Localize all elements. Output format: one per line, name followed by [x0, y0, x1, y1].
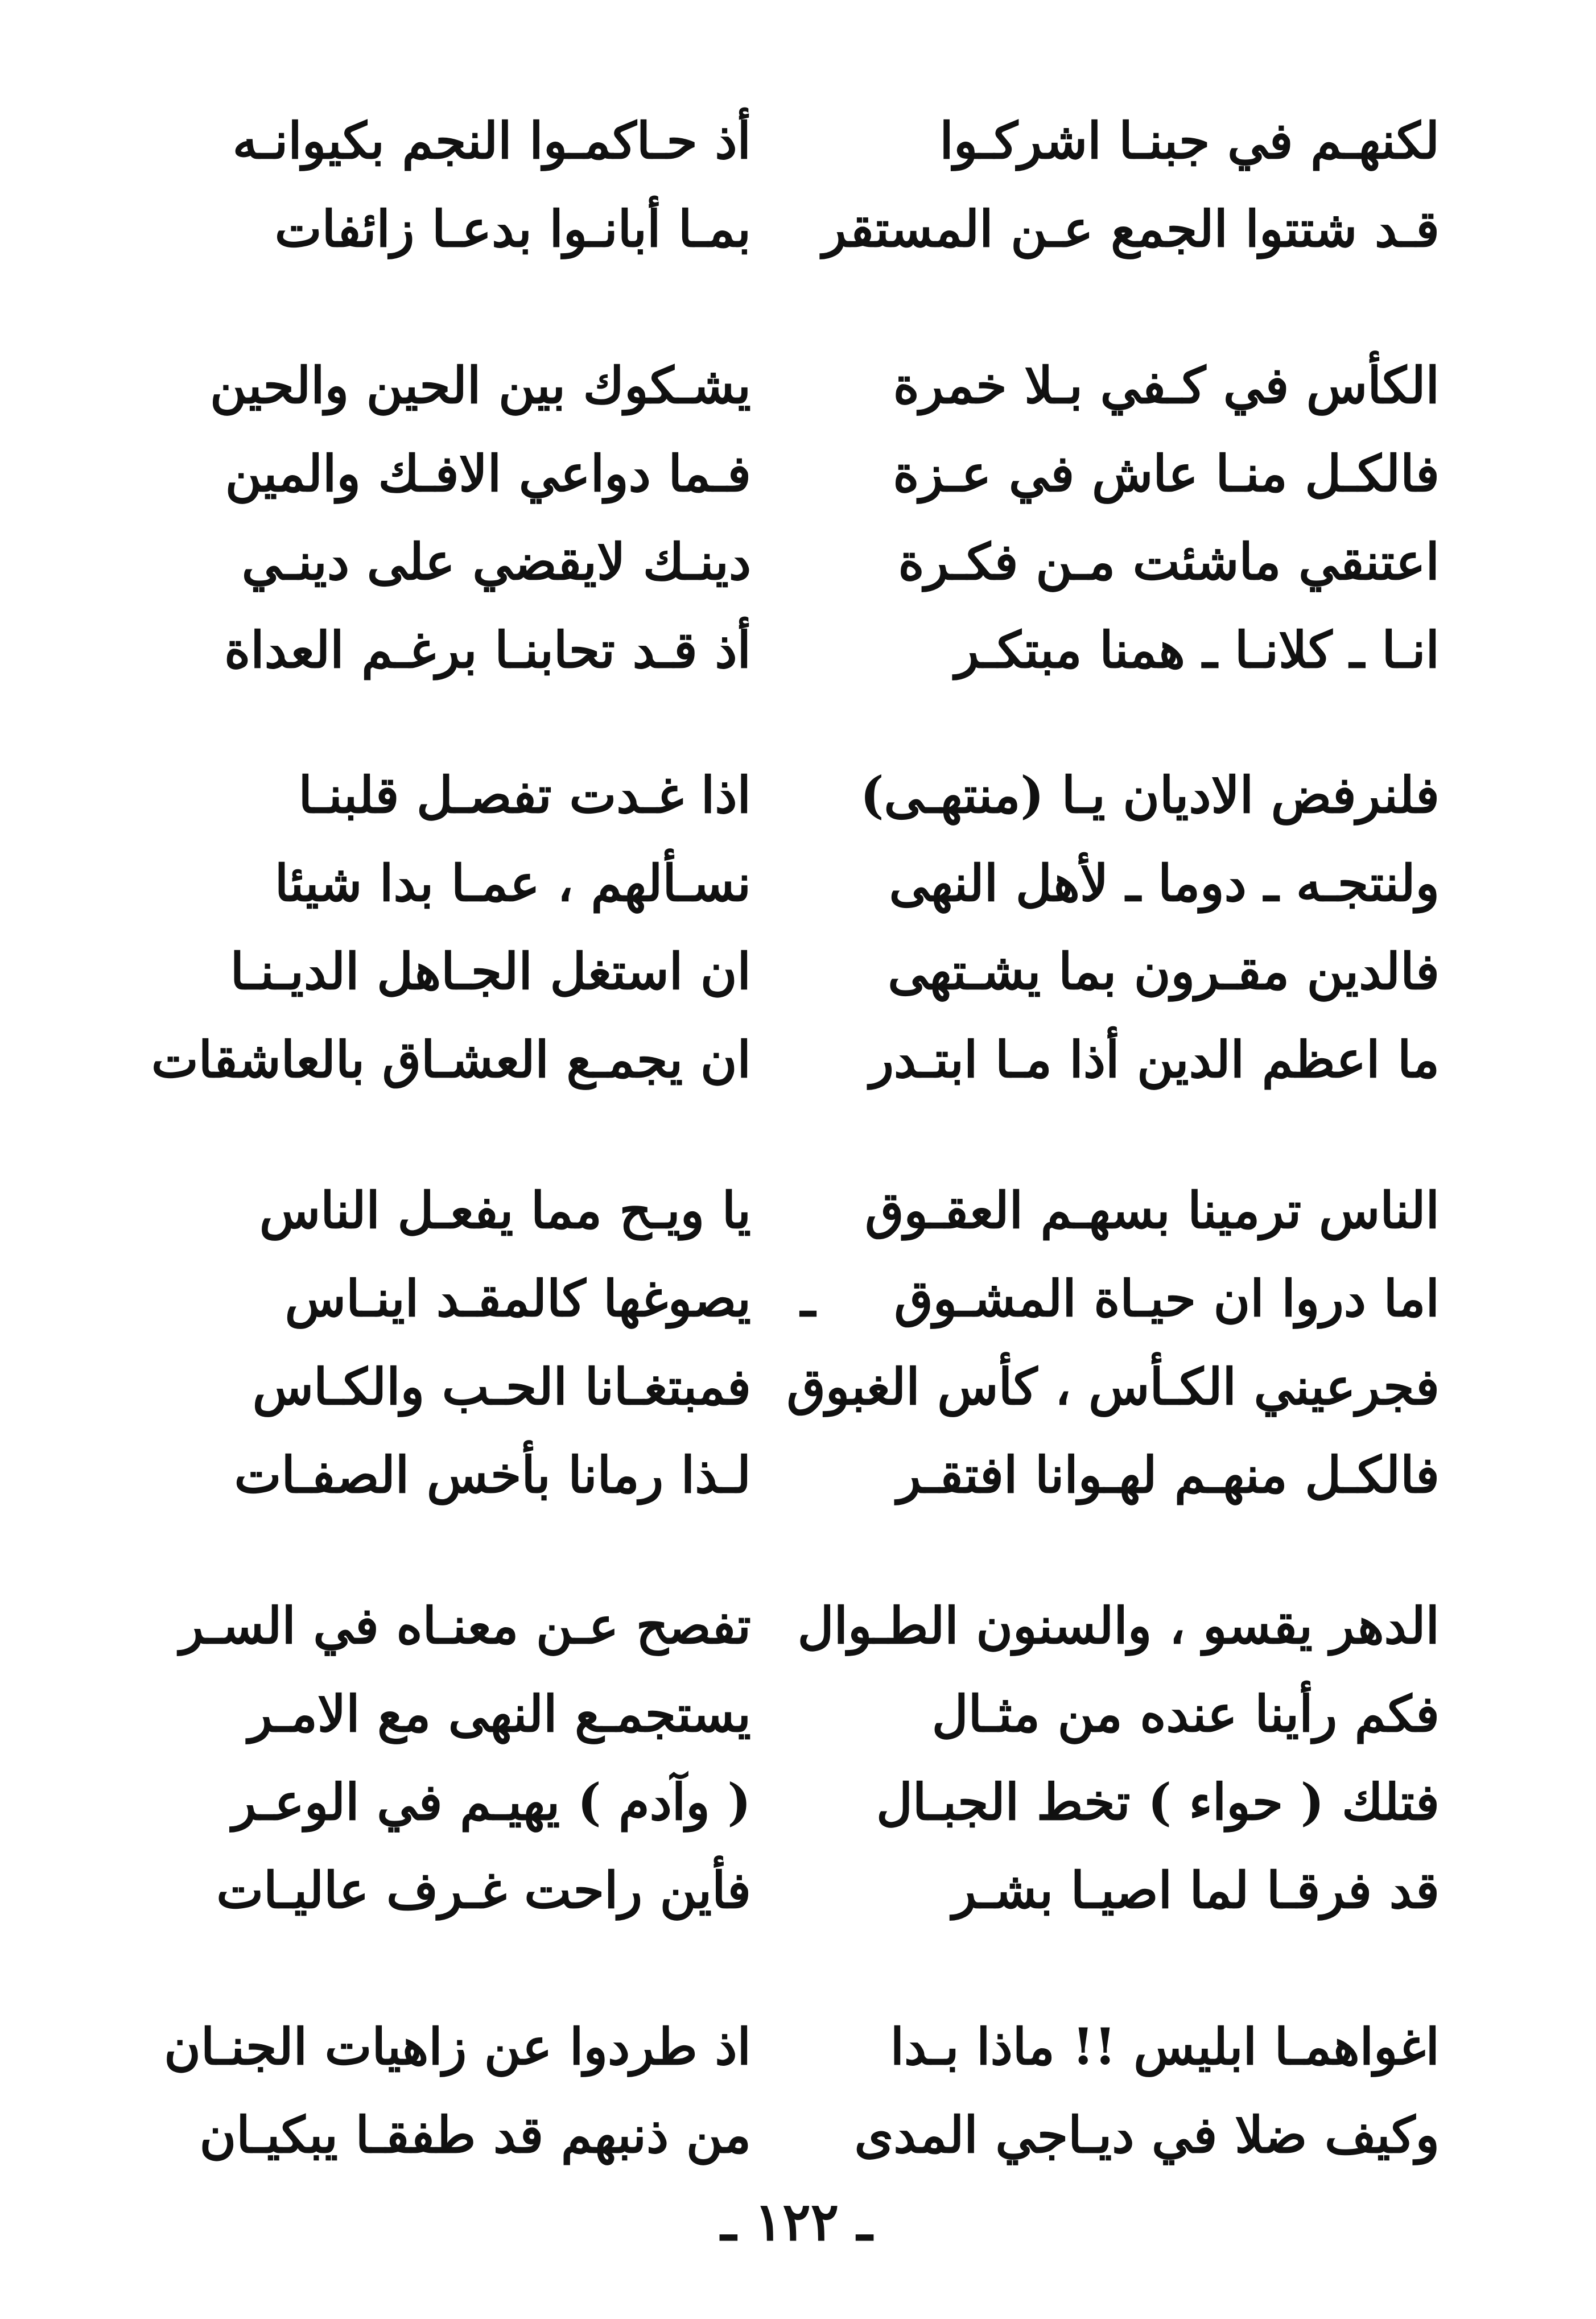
- verse-left-hemistich: أذ حـاكمـوا النجم بكيوانـه: [232, 111, 751, 170]
- verse-left-hemistich: أذ قـد تحابنـا برغـم العداة: [224, 620, 751, 679]
- verse-left-hemistich: ان استغل الجـاهل الديـنـا: [230, 942, 751, 1001]
- verse-left-hemistich: لـذا رمانا بأخس الصفـات: [234, 1445, 751, 1504]
- verse-line: [171, 1343, 1440, 1431]
- verse-line: [171, 1846, 1440, 1934]
- verse-left-hemistich: ان يجمـع العشـاق بالعاشقات: [151, 1030, 751, 1089]
- verse-right-hemistich: قـد شتتوا الجمع عـن المستقر: [822, 199, 1440, 258]
- verse-left-hemistich: بمـا أبانـوا بدعـا زائفات: [274, 199, 751, 258]
- verse-line: [171, 518, 1440, 606]
- verse-line: [171, 751, 1440, 839]
- verse-right-hemistich: فجرعيني الكـأس ، كأس الغبوق: [786, 1357, 1440, 1416]
- verse-line: [171, 1582, 1440, 1670]
- verse-line: [171, 341, 1440, 430]
- verse-right-hemistich: فالكـل منـا عاش في عـزة: [893, 444, 1440, 503]
- verse-left-hemistich: من ذنبهم قد طفقـا يبكيـان: [199, 2105, 751, 2164]
- verse-line: [171, 1166, 1440, 1255]
- verse-line: [171, 1255, 1440, 1343]
- verse-line: [171, 606, 1440, 694]
- stanza-4: [171, 1166, 1440, 1519]
- verse-right-hemistich: الكأس في كـفي بـلا خمرة: [893, 356, 1440, 415]
- stanza-6: [164, 2003, 1440, 2179]
- verse-right-hemistich: الدهر يقسو ، والسنون الطـوال: [797, 1596, 1440, 1655]
- verse-right-hemistich: فتلك ( حواء ) تخط الجبـال: [876, 1772, 1440, 1831]
- verse-line: [171, 1670, 1440, 1758]
- verse-left-hemistich: نسـألهم ، عمـا بدا شيئا: [274, 853, 751, 913]
- page-number: ـ ١٢٢ ـ: [720, 2191, 873, 2252]
- verse-right-hemistich: فالكـل منهـم لهـوانا افتقـر: [897, 1445, 1440, 1504]
- verse-left-hemistich: تفصح عـن معنـاه في السـر: [179, 1596, 751, 1655]
- verse-right-hemistich: قد فرقـا لما اصيـا بشـر: [952, 1860, 1440, 1920]
- verse-left-hemistich: يا ويـح مما يفعـل الناس: [259, 1181, 751, 1240]
- verse-line: [171, 2091, 1440, 2179]
- verse-line: [171, 430, 1440, 518]
- verse-line: [151, 1016, 1440, 1104]
- verse-left-hemistich: فـما دواعي الافـك والمين: [225, 444, 751, 503]
- verse-line: [171, 1758, 1440, 1846]
- verse-line: [171, 839, 1440, 927]
- verse-line: [171, 185, 1440, 273]
- verse-left-hemistich: فمبتغـانا الحـب والكـاس: [252, 1357, 751, 1416]
- verse-right-hemistich: الناس ترمينا بسهـم العقـوق: [865, 1181, 1440, 1240]
- verse-dash: ـ: [801, 1269, 815, 1328]
- stanza-1: [171, 97, 1440, 273]
- verse-left-hemistich: ( وآدم ) يهيـم في الوعـر: [232, 1772, 751, 1831]
- verse-right-hemistich: انـا ـ كلانـا ـ همنا مبتكـر: [955, 620, 1440, 679]
- verse-right-hemistich: اغواهمـا ابليس !! ماذا بـدا: [890, 2017, 1440, 2076]
- verse-right-hemistich: ما اعظم الدين أذا مـا ابتـدر: [869, 1030, 1440, 1089]
- verse-right-hemistich: وكيف ضلا في ديـاجي المدى: [854, 2105, 1440, 2164]
- verse-left-hemistich: فأين راحت غـرف عاليـات: [216, 1860, 751, 1920]
- verse-line: [171, 97, 1440, 185]
- stanza-5: [171, 1582, 1440, 1934]
- verse-right-hemistich: لكنهـم في جبنـا اشركـوا: [939, 111, 1440, 170]
- verse-line: [171, 927, 1440, 1016]
- verse-right-hemistich: فلنرفض الاديان يـا (منتهـى): [860, 765, 1440, 824]
- verse-line: [164, 2003, 1440, 2091]
- verse-right-hemistich: ولنتجـه ـ دوما ـ لأهل النهى: [889, 853, 1440, 913]
- verse-left-hemistich: يشـكوك بين الحين والحين: [209, 356, 751, 415]
- verse-right-hemistich: فكم رأينا عنده من مثـال: [931, 1684, 1440, 1743]
- verse-left-hemistich: اذ طردوا عن زاهيات الجنـان: [164, 2017, 751, 2076]
- verse-right-hemistich: اما دروا ان حيـاة المشـوق: [894, 1269, 1440, 1328]
- stanza-3: [151, 751, 1440, 1104]
- verse-right-hemistich: اعتنقي ماشئت مـن فكـرة: [898, 532, 1440, 591]
- verse-left-hemistich: يستجمـع النهى مع الامـر: [248, 1684, 751, 1743]
- stanza-2: [171, 341, 1440, 694]
- verse-left-hemistich: دينـك لايقضي على دينـي: [241, 532, 751, 591]
- verse-left-hemistich: اذا غـدت تفصـل قلبنـا: [298, 765, 751, 824]
- verse-right-hemistich: فالدين مقـرون بما يشـتهى: [888, 942, 1440, 1001]
- verse-left-hemistich: يصوغها كالمقـد اينـاس: [284, 1269, 751, 1328]
- verse-line: [171, 1431, 1440, 1519]
